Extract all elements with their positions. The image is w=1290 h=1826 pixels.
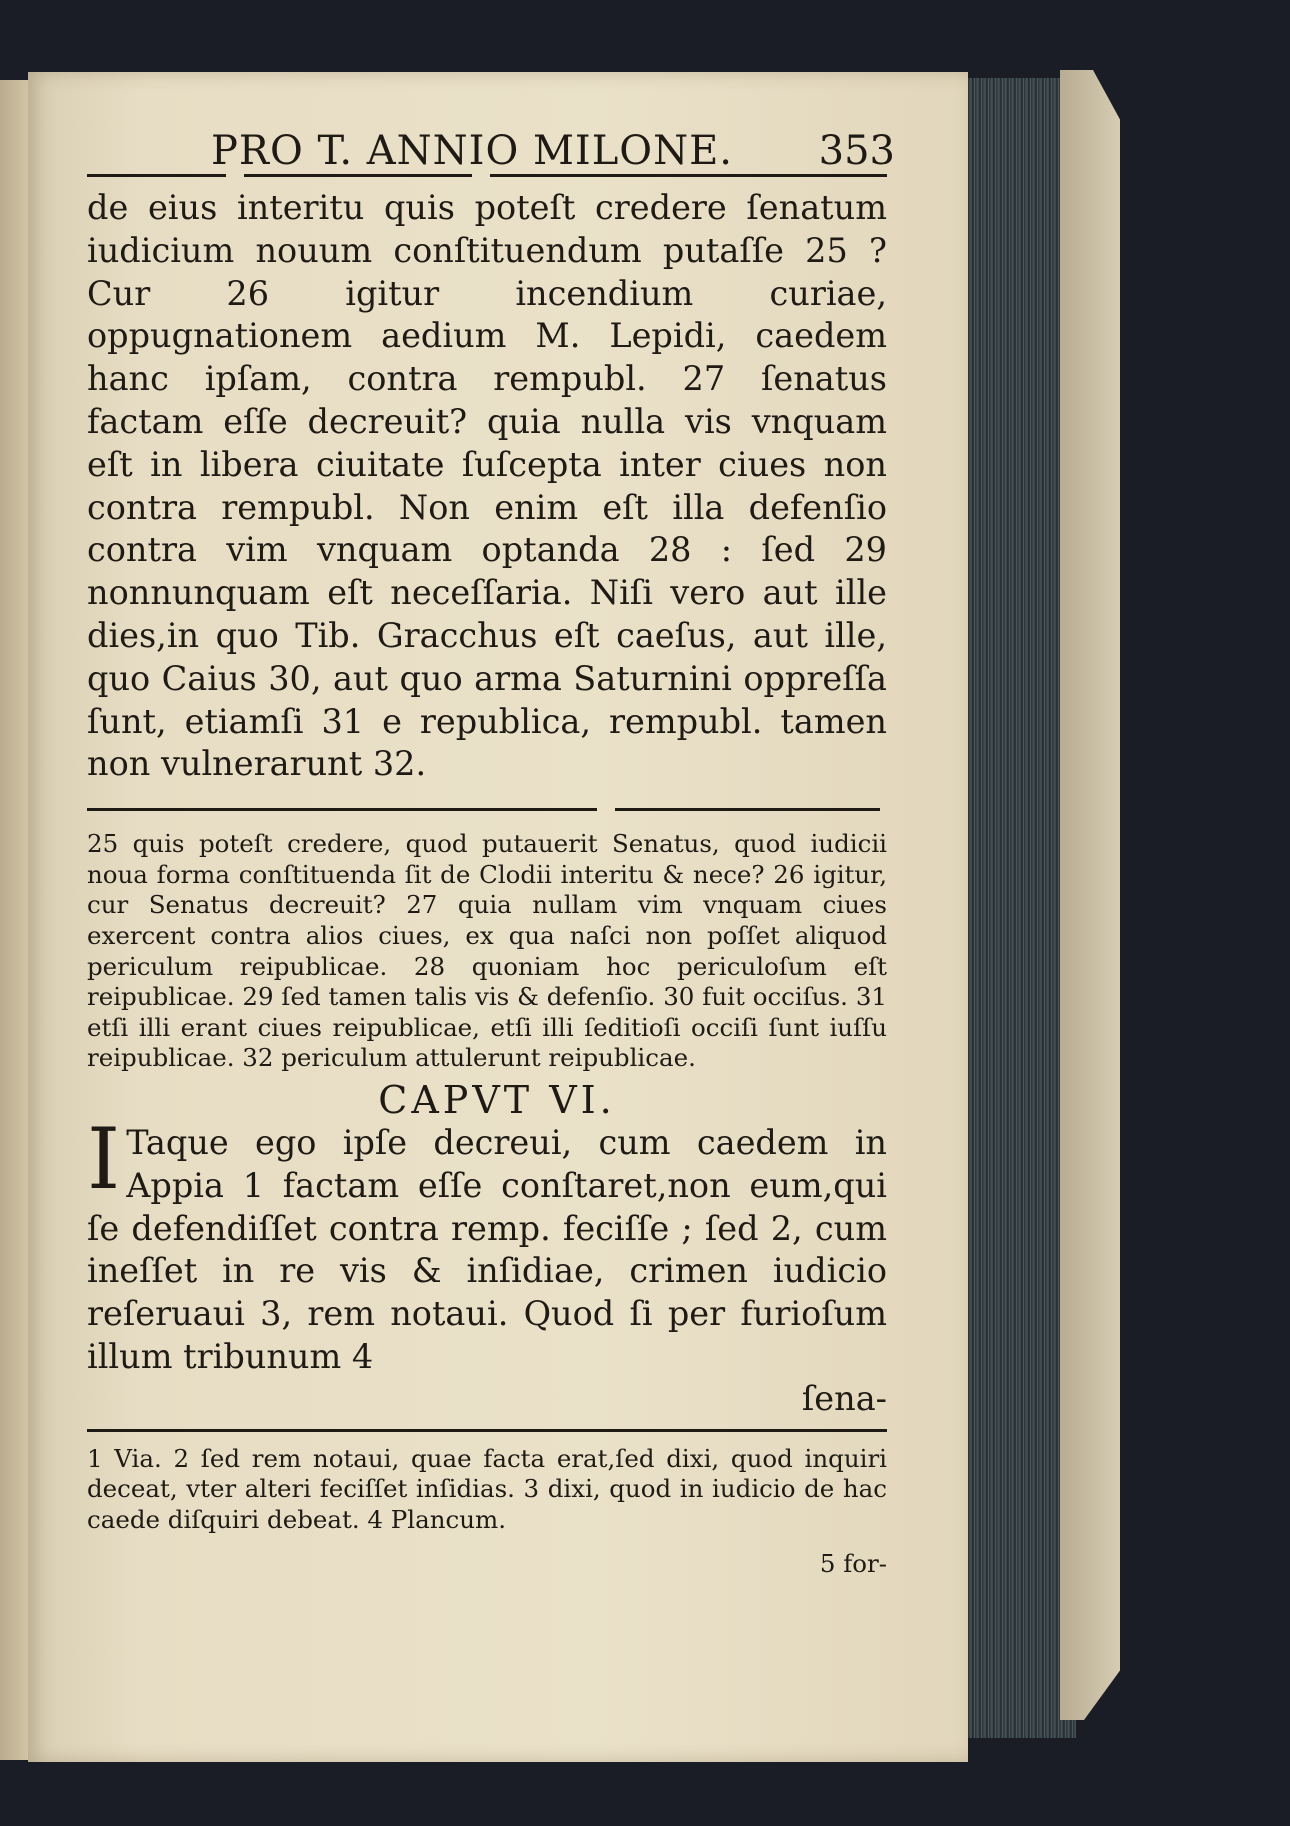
page-header bbox=[87, 118, 895, 174]
notes-rule bbox=[87, 808, 887, 811]
chapter-text-block bbox=[87, 1109, 887, 1379]
running-head: PRO T. ANNIO MILONE. bbox=[211, 128, 733, 174]
header-rule bbox=[87, 174, 887, 177]
book-fore-edge bbox=[1060, 70, 1120, 1720]
page-number: 353 bbox=[818, 128, 895, 174]
footnotes-block-2: 1 Via. 2 ſed rem notaui, quae facta erat,ſed dixi, quod inquiri deceat, vter alteri feciſſet inſidias. 3 dixi, quod in iudicio de hac caede diſquiri debeat. 4 Plancum. bbox=[87, 1443, 887, 1534]
main-text: de eius interitu quis poteſt credere ſenatum iudicium nouum conſtituendum putaſſe 25 ? Cur 26 igitur incendium curiae, oppugnationem aedium M. Lepidi, caedem hanc ipſam, contra rempubl. 27 ſenatus factam eſſe decreuit? quia nulla vis vnquam eſt in libera ciuitate ſuſcepta inter ciues non contra rempubl. Non enim eſt illa defenſio contra vim vnquam optanda 28 : ſed 29 nonnunquam eſt neceſſaria. Niſi vero aut ille dies,in quo Tib. Gracchus eſt caeſus, aut ille, quo Caius 30, aut quo arma Saturnini oppreſſa ſunt, etiamſi 31 e republica, rempubl. tamen non vulnerarunt 32. bbox=[87, 188, 887, 784]
notes-catchword: 5 for- bbox=[819, 1549, 887, 1579]
page-content bbox=[87, 118, 895, 1579]
chapter-text: Taque ego ipſe decreui, cum caedem in Appia 1 factam eſſe conſtaret,non eum,qui ſe defendiſſet contra remp. feciſſe ; ſed 2, cum ineſſet in re vis & inſidiae, crimen iudicio reſeruaui 3, rem notaui. Quod ſi per furioſum illum tribunum 4 bbox=[87, 1122, 887, 1376]
footnotes-block-1: 25 quis poteſt credere, quod putauerit Senatus, quod iudicii noua forma conſtituenda ſit de Clodii interitu & nece? 26 igitur, cur Senatus decreuit? 27 quia nullam vim vnquam ciues exercent contra alios ciues, ex qua naſci non poſſet aliquod periculum reipublicae. 28 quoniam hoc periculoſum eſt reipublicae. 29 ſed tamen talis vis & defenſio. 30 fuit occiſus. 31 etſi illi erant ciues reipublicae, etſi illi ſeditioſi occiſi ſunt iuſſu reipublicae. 32 periculum attulerunt reipublicae. bbox=[87, 829, 887, 1073]
drop-cap: I bbox=[87, 1109, 121, 1208]
chapter-title: CAPVT VI. bbox=[378, 1077, 616, 1122]
notes-rule-2 bbox=[87, 1429, 887, 1432]
catchword: ſena- bbox=[801, 1378, 887, 1418]
page-edges bbox=[968, 78, 1076, 1738]
